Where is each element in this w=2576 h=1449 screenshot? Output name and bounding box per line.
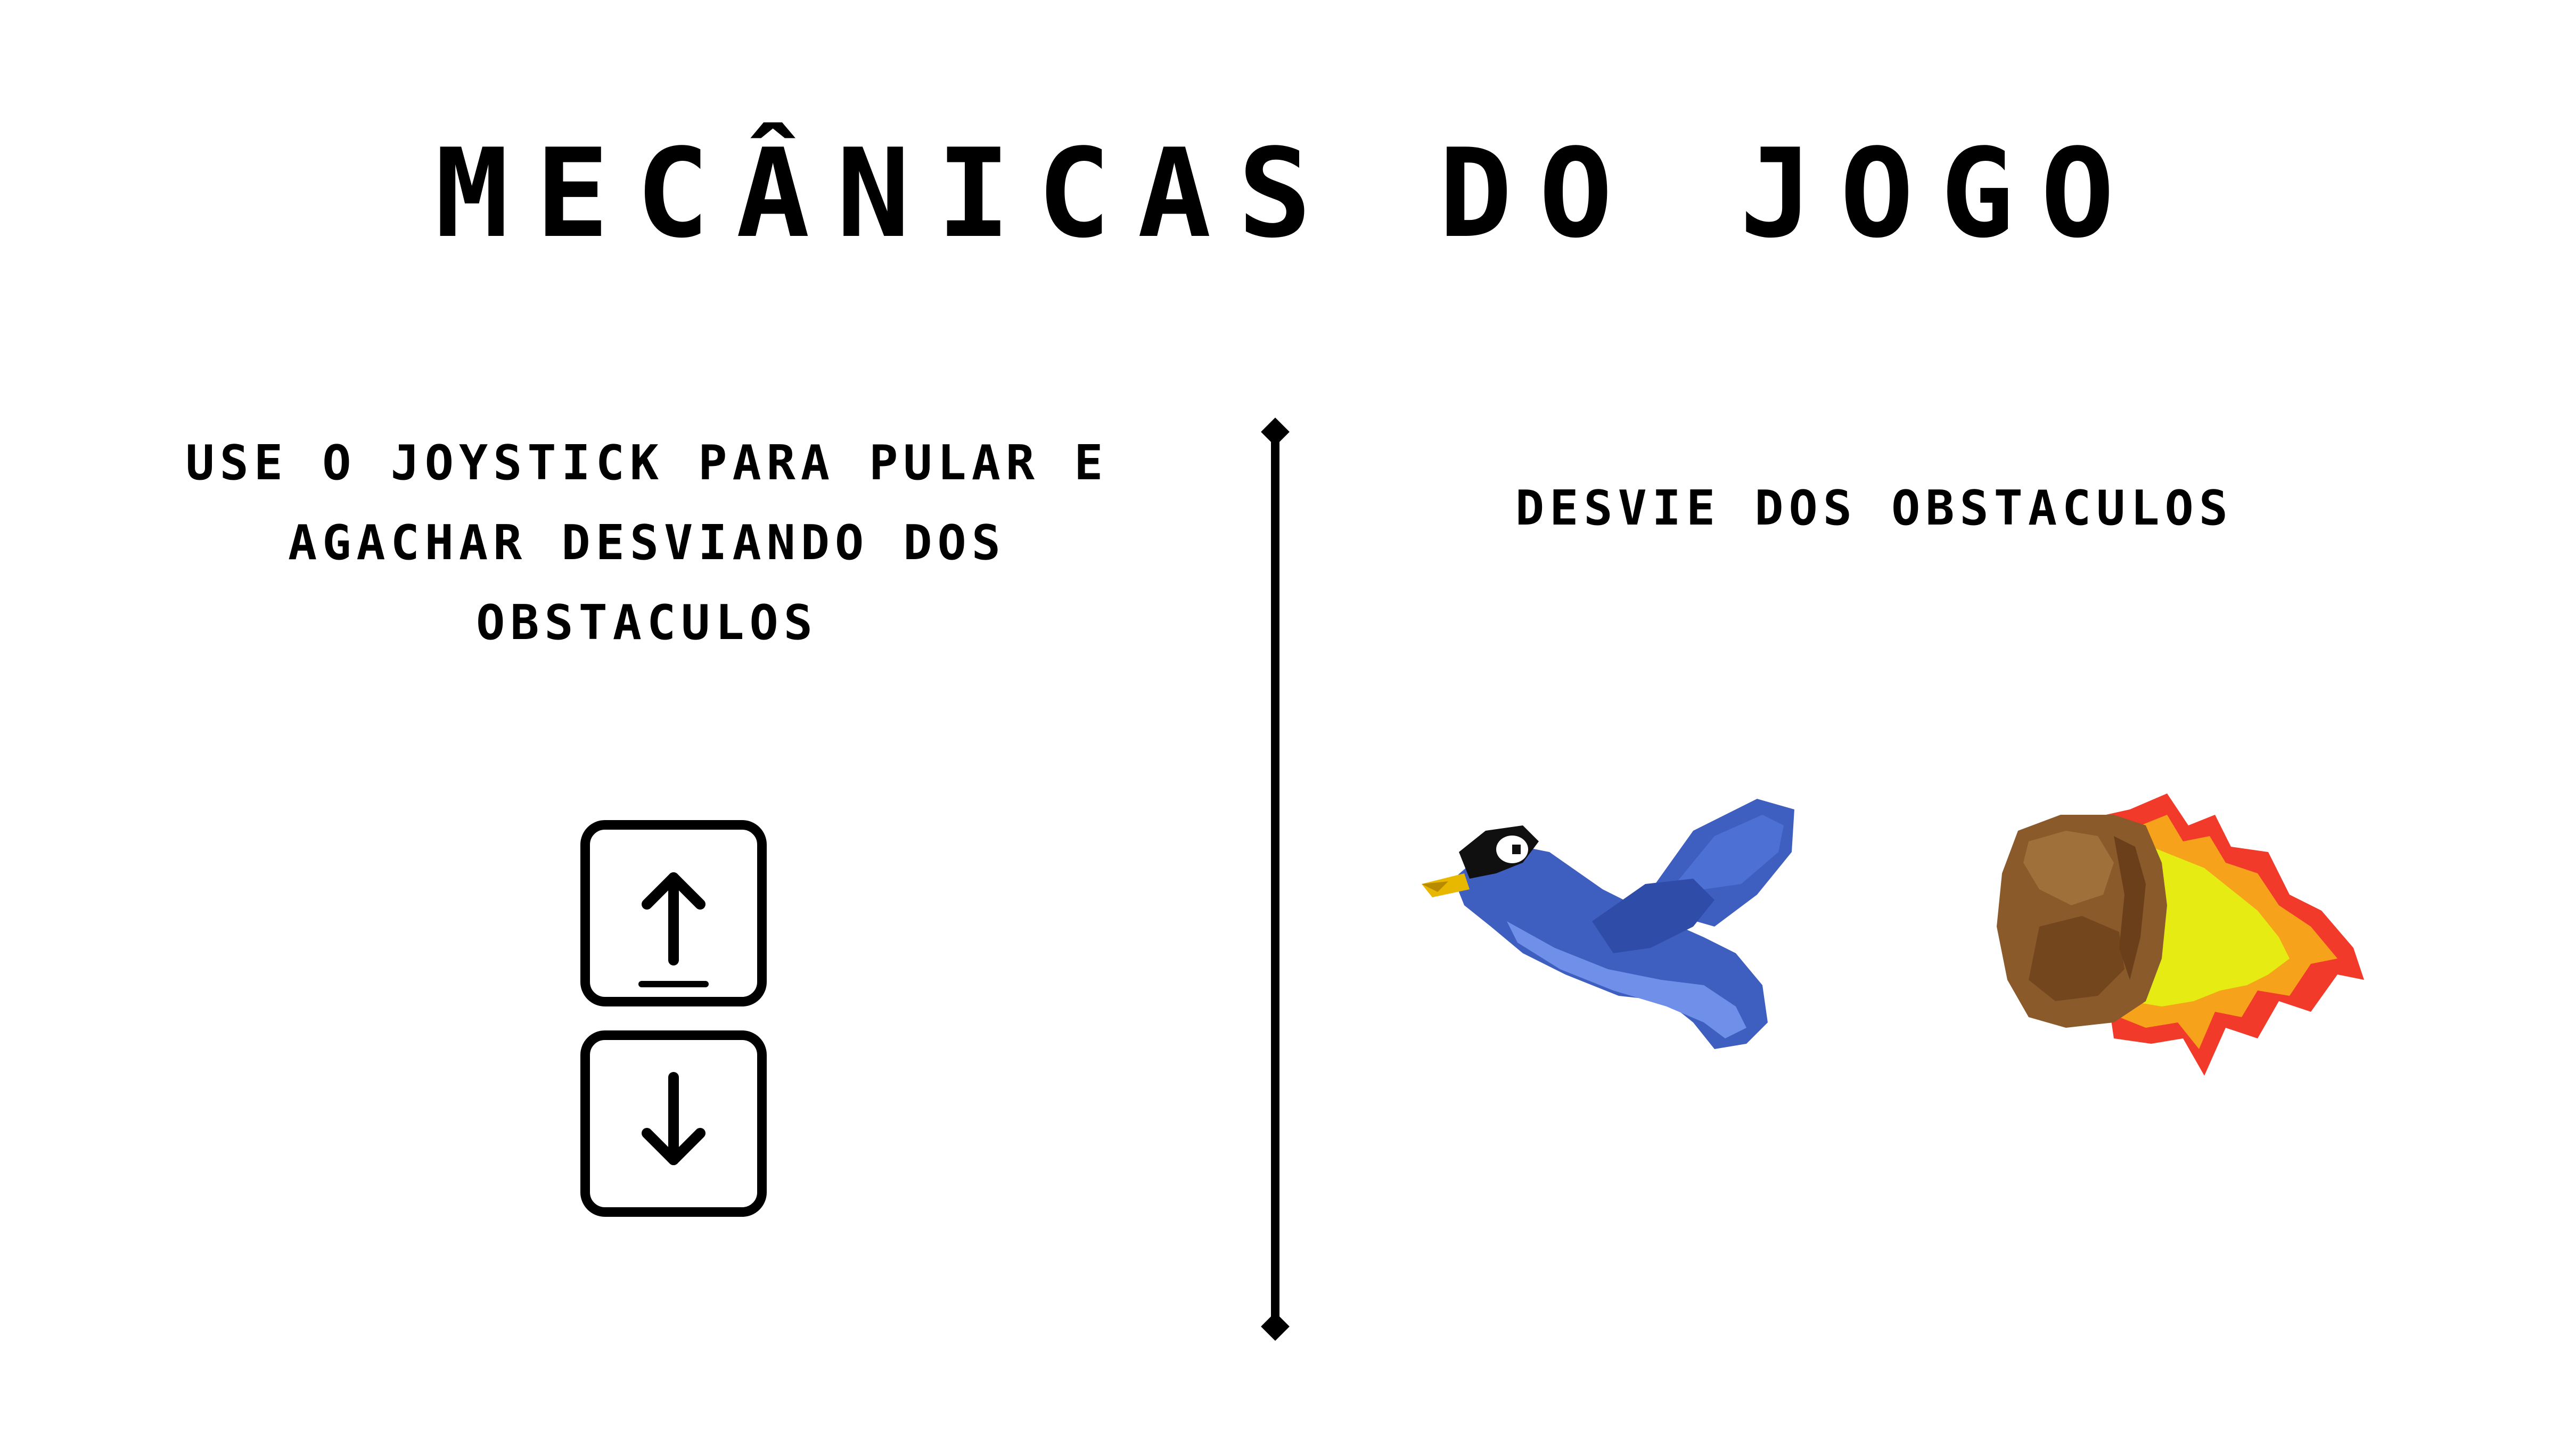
divider-top-cap <box>1261 417 1290 446</box>
page-title: MECÂNICAS DO JOGO <box>434 123 2142 265</box>
vertical-divider <box>1271 431 1279 1326</box>
flaming-rock-sprite <box>1991 788 2364 1076</box>
divider-bottom-cap <box>1261 1312 1290 1341</box>
controls-instruction: USE O JOYSTICK PARA PULAR E AGACHAR DESVIANDO DOS OBSTACULOS <box>185 435 1109 651</box>
blue-bird-sprite <box>1416 793 1821 1070</box>
arrow-up-icon <box>590 830 757 997</box>
flaming-rock-icon <box>1991 788 2364 1076</box>
obstacles-instruction: DESVIE DOS OBSTACULOS <box>1515 480 2233 536</box>
blue-bird-icon <box>1416 793 1821 1070</box>
arrow-down-icon <box>590 1040 757 1207</box>
jump-key[interactable] <box>580 820 767 1006</box>
crouch-key[interactable] <box>580 1030 767 1217</box>
